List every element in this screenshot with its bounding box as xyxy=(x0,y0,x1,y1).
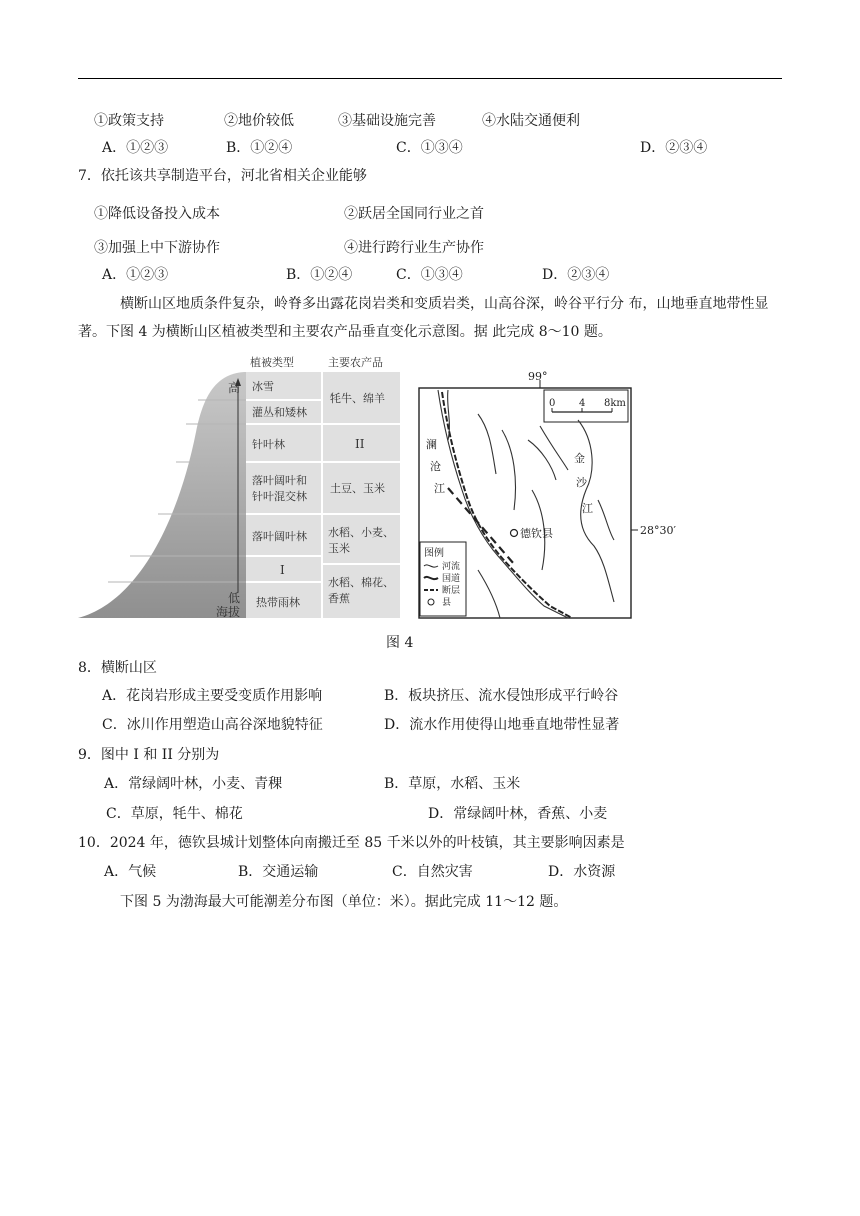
q6-option-b[interactable]: B．①②④ xyxy=(226,140,293,156)
legend-fault: 断层 xyxy=(442,586,461,596)
q8-option-c[interactable]: C．冰川作用塑造山高谷深地貌特征 xyxy=(102,717,323,733)
q10-option-d[interactable]: D．水资源 xyxy=(548,864,616,880)
q7-option-a[interactable]: A．①②③ xyxy=(102,267,169,283)
figure4-vegetation-chart xyxy=(78,352,400,620)
axis-high-label: 高 xyxy=(228,381,241,395)
jinsha-char-1: 金 xyxy=(574,452,585,465)
scale-label-0: 0 xyxy=(549,398,556,409)
header-vegetation: 植被类型 xyxy=(250,356,294,369)
q7-option-c[interactable]: C．①③④ xyxy=(396,267,463,283)
prod-rice-cotton-1: 水稻、棉花、 xyxy=(328,576,394,589)
mountain-slope-shape xyxy=(78,372,246,618)
scale-label-8km: 8km xyxy=(604,398,626,409)
q7-statement-1: ①降低设备投入成本 xyxy=(94,206,220,222)
header-products: 主要农产品 xyxy=(328,356,383,369)
q8-stem: 8．横断山区 xyxy=(78,660,157,676)
q6-option-d[interactable]: D．②③④ xyxy=(640,140,708,156)
legend-county: 县 xyxy=(442,598,452,608)
figure4-map xyxy=(418,370,676,620)
lancang-char-1: 澜 xyxy=(426,438,437,451)
q6-statement-4: ④水陆交通便利 xyxy=(482,113,580,129)
q9-option-c[interactable]: C．草原，牦牛、棉花 xyxy=(106,806,243,822)
q6-statement-3: ③基础设施完善 xyxy=(338,113,436,129)
veg-shrub: 灌丛和矮林 xyxy=(252,406,307,419)
q6-statement-1: ①政策支持 xyxy=(94,113,164,129)
lancang-char-3: 江 xyxy=(434,482,445,495)
q9-stem: 9．图中 I 和 II 分别为 xyxy=(78,747,220,763)
prod-blank-II: II xyxy=(355,437,365,451)
scale-label-4: 4 xyxy=(579,398,586,409)
q10-option-b[interactable]: B．交通运输 xyxy=(238,864,319,880)
legend-river: 河流 xyxy=(442,562,461,572)
longitude-label: 99° xyxy=(528,370,548,383)
q7-statement-3: ③加强上中下游协作 xyxy=(94,240,220,256)
q9-option-d[interactable]: D．常绿阔叶林，香蕉、小麦 xyxy=(428,806,608,822)
q7-option-b[interactable]: B．①②④ xyxy=(286,267,353,283)
header-rule xyxy=(78,78,782,79)
q10-stem: 10．2024 年，德钦县城计划整体向南搬迁至 85 千米以外的叶枝镇，其主要影响因素是 xyxy=(78,835,625,851)
q9-option-a[interactable]: A．常绿阔叶林，小麦、青稞 xyxy=(104,776,283,792)
jinsha-char-2: 沙 xyxy=(576,476,587,489)
prod-rice-cotton-2: 香蕉 xyxy=(328,592,350,605)
latitude-label: 28°30′ xyxy=(640,524,676,537)
veg-ice: 冰雪 xyxy=(252,380,274,393)
jinsha-char-3: 江 xyxy=(582,502,593,515)
q8-option-a[interactable]: A．花岗岩形成主要受变质作用影响 xyxy=(102,688,323,704)
prod-potato: 土豆、玉米 xyxy=(330,482,385,495)
figure4-caption: 图 4 xyxy=(386,635,414,651)
q7-stem: 7．依托该共享制造平台，河北省相关企业能够 xyxy=(78,168,367,184)
veg-tropical: 热带雨林 xyxy=(256,596,300,609)
prod-rice-wheat-1: 水稻、小麦、 xyxy=(328,526,394,539)
q7-statement-4: ④进行跨行业生产协作 xyxy=(344,240,484,256)
veg-deciduous: 落叶阔叶林 xyxy=(252,530,307,543)
axis-low-label: 低 xyxy=(228,591,241,605)
veg-blank-I: I xyxy=(280,563,285,577)
q10-option-a[interactable]: A．气候 xyxy=(104,864,157,880)
legend-road: 国道 xyxy=(442,574,461,584)
legend-county-symbol xyxy=(428,599,434,605)
lancang-char-2: 沧 xyxy=(430,460,441,473)
q7-statement-2: ②跃居全国同行业之首 xyxy=(344,206,484,222)
axis-altitude-label: 海拔 xyxy=(216,605,241,619)
veg-mixed-1: 落叶阔叶和 xyxy=(252,474,307,487)
q9-option-b[interactable]: B．草原，水稻、玉米 xyxy=(384,776,521,792)
prod-yak: 牦牛、绵羊 xyxy=(330,392,385,405)
q6-option-c[interactable]: C．①③④ xyxy=(396,140,463,156)
intro-paragraph-11-12: 下图 5 为渤海最大可能潮差分布图（单位：米）。据此完成 11～12 题。 xyxy=(120,894,568,910)
q8-option-d[interactable]: D．流水作用使得山地垂直地带性显著 xyxy=(384,717,620,733)
county-marker xyxy=(511,530,518,537)
intro-paragraph-8-10: 横断山区地质条件复杂，岭脊多出露花岗岩类和变质岩类，山高谷深，岭谷平行分 布，山地垂直地带性显著。下图 4 为横断山区植被类型和主要农产品垂直变化示意图。据 此完成 8～10 题。 xyxy=(78,296,769,340)
legend-title: 图例 xyxy=(424,548,444,559)
prod-rice-wheat-2: 玉米 xyxy=(328,542,350,555)
q6-option-a[interactable]: A．①②③ xyxy=(102,140,169,156)
veg-mixed-2: 针叶混交林 xyxy=(252,490,307,503)
q6-statement-2: ②地价较低 xyxy=(224,113,294,129)
q10-option-c[interactable]: C．自然灾害 xyxy=(392,864,473,880)
county-label: 德钦县 xyxy=(520,527,553,540)
q8-option-b[interactable]: B．板块挤压、流水侵蚀形成平行岭谷 xyxy=(384,688,619,704)
q7-option-d[interactable]: D．②③④ xyxy=(542,267,610,283)
veg-conifer: 针叶林 xyxy=(252,438,285,451)
